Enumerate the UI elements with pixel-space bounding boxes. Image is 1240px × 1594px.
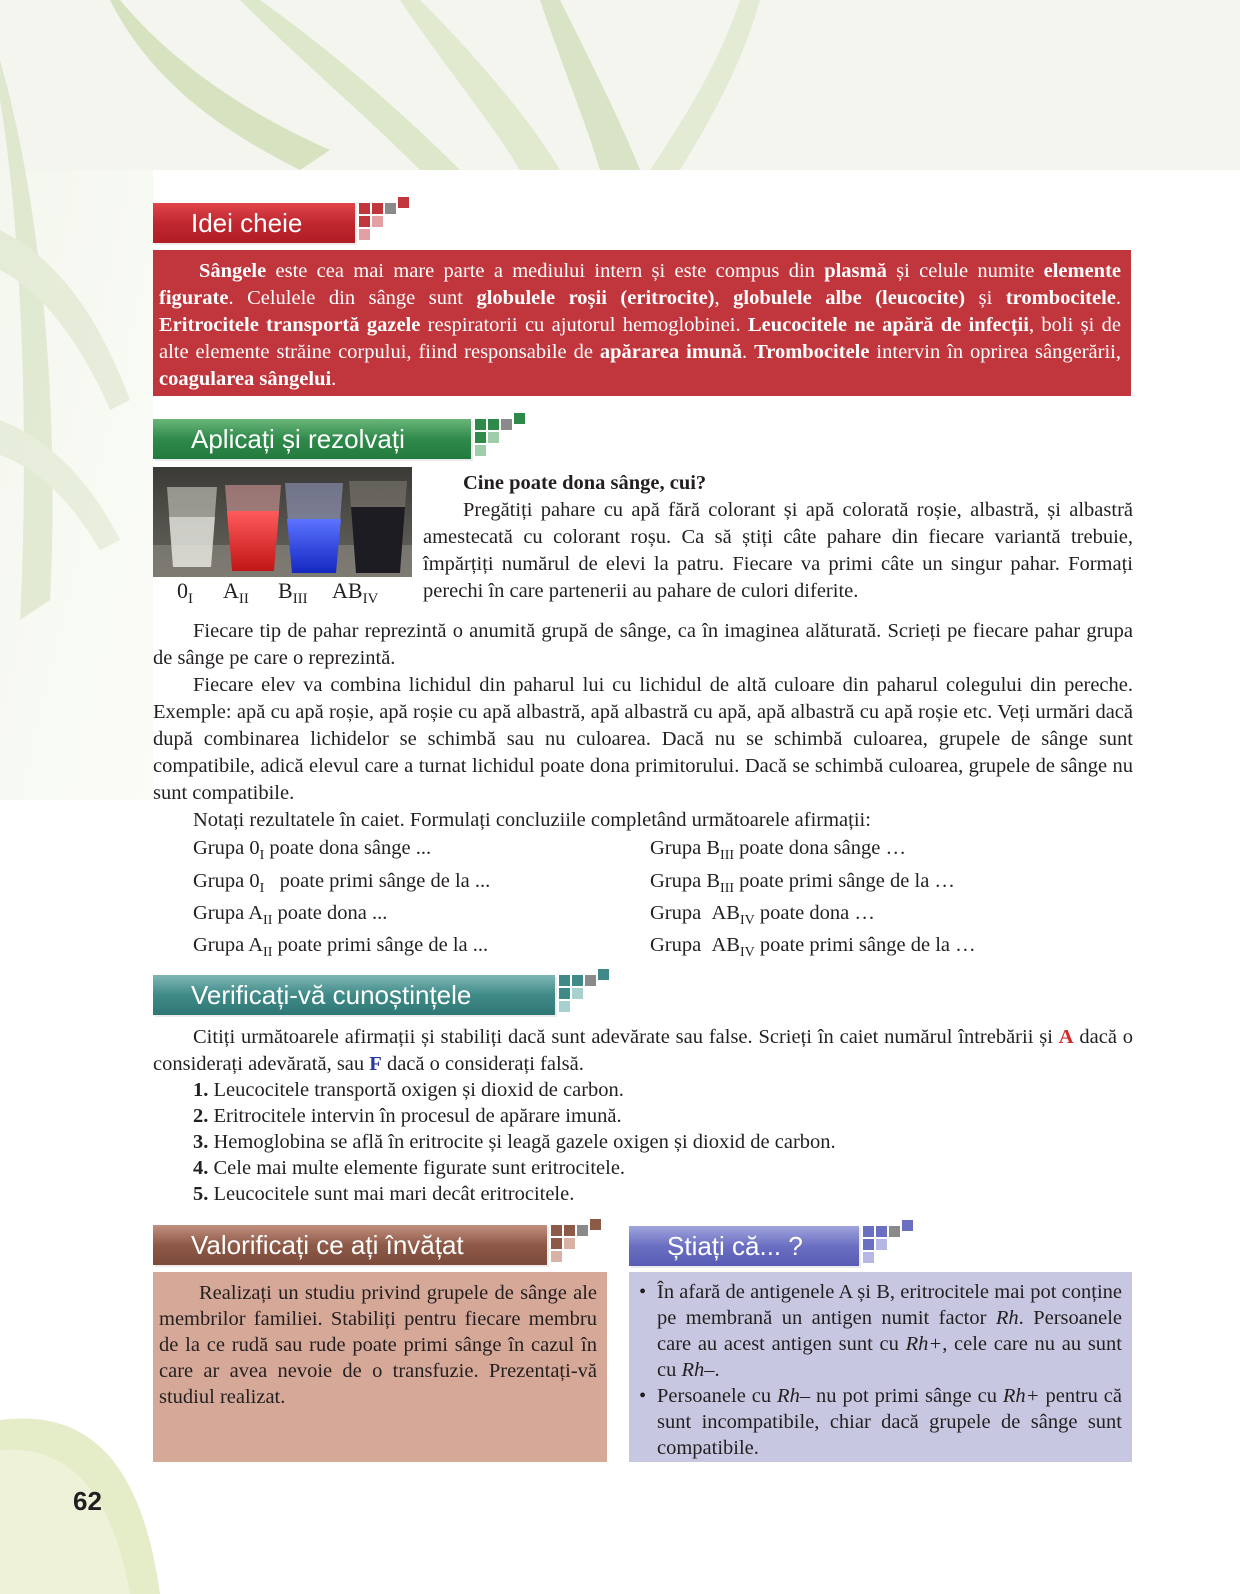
- grupa-sub: IV: [739, 945, 755, 960]
- grupa-word: Grupa: [650, 837, 702, 859]
- grupa-text: poate primi sânge de la ...: [277, 934, 489, 956]
- valorificati-header: [153, 1225, 613, 1265]
- idei-t9: globulele albe (leucocite): [733, 287, 966, 309]
- statement-number: 3.: [193, 1131, 209, 1153]
- verificati-header: [153, 975, 623, 1015]
- idei-t4: și celule numite: [886, 260, 1044, 282]
- grupa-right-2: [650, 868, 955, 902]
- idei-t1: Sângele: [199, 260, 267, 282]
- cup-label-sub: IV: [362, 591, 379, 607]
- grupa-sub: III: [720, 881, 735, 896]
- page-number: 62: [73, 1486, 102, 1516]
- idei-t22: .: [331, 368, 337, 390]
- statement-item: [193, 1129, 836, 1155]
- grupa-letter: 0: [249, 837, 260, 859]
- grupa-sub: II: [263, 945, 273, 960]
- grupa-letter: AB: [711, 902, 740, 924]
- valorificati-text: Realizați un studiu privind grupele de sânge ale membrilor familiei. Stabiliți pentru fiecare membru de la ce rudă sau rude poate primi sânge în cazul în care ar avea nevoie de o transfuzie. Prezentați-vă studiul realizat.: [159, 1282, 597, 1408]
- statement-number: 1.: [193, 1079, 209, 1101]
- grupa-right-4: [650, 932, 976, 966]
- false-letter: F: [369, 1053, 382, 1075]
- grupa-word: Grupa: [650, 902, 702, 924]
- idei-t6: . Celulele din sânge sunt: [228, 287, 477, 309]
- cup-label-main: A: [223, 578, 239, 603]
- instr-part: dacă o considerați falsă.: [381, 1053, 584, 1075]
- idei-t12: .: [1115, 287, 1121, 309]
- bullet-dot: •: [639, 1385, 647, 1407]
- rh-negative: Rh–: [681, 1359, 715, 1381]
- idei-box: [153, 250, 1131, 396]
- idei-t18: .: [742, 341, 755, 363]
- grupa-sub: I: [259, 848, 265, 863]
- cup-label-2: [278, 578, 308, 608]
- fact-item: [639, 1383, 1122, 1461]
- valorificati-box: [153, 1272, 607, 1462]
- cup-label-3: [332, 578, 378, 608]
- grupa-sub: I: [259, 881, 265, 896]
- aplicati-header: [153, 419, 533, 459]
- grupa-text: poate dona sânge …: [739, 837, 906, 859]
- stiati-title: Știați că... ?: [629, 1226, 859, 1266]
- grupa-sub: III: [720, 848, 735, 863]
- idei-t8: ,: [714, 287, 734, 309]
- fact-part: nu pot primi sânge cu: [810, 1385, 1003, 1407]
- grupa-word: Grupa: [193, 870, 245, 892]
- fact-item: [639, 1279, 1122, 1383]
- statement-text: Leucocitele transportă oxigen și dioxid de carbon.: [208, 1079, 624, 1101]
- squares-icon: [863, 1220, 923, 1270]
- statement-item: [193, 1155, 836, 1181]
- idei-t19: Trombocitele: [754, 341, 870, 363]
- squares-icon: [551, 1219, 611, 1269]
- statement-list: [193, 1077, 836, 1207]
- idei-t21: coagularea sângelui: [159, 368, 332, 390]
- idei-t15: Leucocitele ne apără de infecții: [747, 314, 1029, 336]
- squares-icon: [359, 197, 419, 247]
- cup-label-sub: III: [292, 591, 308, 607]
- question-heading: Cine poate dona sânge, cui?: [463, 472, 707, 494]
- fact-part: , cele care nu au sunt cu: [657, 1333, 1123, 1381]
- squares-icon: [559, 969, 619, 1019]
- paragraph-3: Notați rezultatele în caiet. Formulați concluziile completând următoarele afirmații:: [193, 809, 871, 831]
- idei-t20: intervin în oprirea sângerării,: [869, 341, 1121, 363]
- idei-header: [153, 203, 413, 243]
- grupa-letter: AB: [711, 934, 740, 956]
- verificati-title: Verificați-vă cunoștințele: [153, 975, 555, 1015]
- grupa-letter: A: [248, 934, 264, 956]
- cup-label-sub: II: [238, 591, 249, 607]
- statement-text: Cele mai multe elemente figurate sunt eritrocitele.: [208, 1157, 626, 1179]
- instr-part: dacă o considerați adevărată, sau: [153, 1026, 1134, 1075]
- grupa-sub: II: [263, 913, 273, 928]
- idei-t2: este cea mai mare parte a mediului intern și este compus din: [266, 260, 825, 282]
- valorificati-title: Valorificați ce ați învățat: [153, 1225, 547, 1265]
- rh-negative: Rh–: [777, 1385, 811, 1407]
- statement-number: 4.: [193, 1157, 209, 1179]
- grupa-word: Grupa: [650, 870, 702, 892]
- idei-t14: respiratorii cu ajutorul hemoglobinei.: [420, 314, 748, 336]
- cup-label-0: [177, 578, 193, 608]
- true-letter: A: [1058, 1026, 1074, 1048]
- idei-t5: elemente figurate: [159, 260, 1121, 309]
- fact-text: [657, 1383, 1122, 1461]
- statement-text: Hemoglobina se află în eritrocite și leagă gazele oxigen și dioxid de carbon.: [208, 1131, 836, 1153]
- paragraph-2: Fiecare elev va combina lichidul din paharul lui cu lichidul de altă culoare din paharul colegului din pereche. Exemple: apă cu apă roșie, apă roșie cu apă albastră, apă albastră cu apă, apă albastră cu apă roșie etc. Veți urmări dacă după combinarea lichidelor se schimbă sau nu culoarea. Dacă nu se schimbă culoarea, grupele de sânge sunt compatibile, adică elevul care a turnat lichidul poate dona primitorului. Dacă se schimbă culoarea, grupele de sânge nu sunt compatibile.: [153, 674, 1133, 804]
- statement-text: Eritrocitele intervin în procesul de apărare imună.: [208, 1105, 622, 1127]
- grupa-text: poate primi sânge de la ...: [279, 870, 491, 892]
- grupa-word: Grupa: [650, 934, 702, 956]
- cup-label-sub: I: [188, 591, 193, 607]
- fact-part: În afară de antigenele A și B, eritrocitele mai pot conține pe membrană un antigen numit factor: [657, 1281, 1122, 1329]
- grupa-word: Grupa: [193, 934, 245, 956]
- aplicati-title: Aplicați și rezolvați: [153, 419, 471, 459]
- statement-text: Leucocitele sunt mai mari decât eritrocitele.: [208, 1183, 575, 1205]
- grupa-left-2: [193, 868, 490, 902]
- idei-t16: , boli și de alte elemente străine corpului, fiind responsabile de: [159, 314, 1121, 363]
- stiati-header: [629, 1226, 929, 1266]
- cups-photo: [153, 467, 412, 577]
- bullet-dot: •: [639, 1281, 647, 1303]
- grupa-word: Grupa: [193, 902, 245, 924]
- idei-t10: și: [965, 287, 1006, 309]
- idei-text: [159, 258, 1121, 393]
- grupa-letter: 0: [249, 870, 260, 892]
- idei-title: Idei cheie: [153, 203, 355, 243]
- intro-text: Pregătiți pahare cu apă fără colorant și apă colorată roșie, albastră, și albastră amestecată cu colorant roșu. Ca să știți câte pahare din fiecare variantă trebuie, împărțiți numărul de elevi la patru. Fiecare va primi câte un singur pahar. Formați perechi în care partenerii au pahare de culori diferite.: [423, 499, 1133, 602]
- grupa-text: poate dona …: [759, 902, 875, 924]
- stiati-box: [629, 1272, 1132, 1462]
- statement-item: [193, 1181, 836, 1207]
- grupa-left-4: [193, 932, 488, 966]
- squares-icon: [475, 413, 535, 463]
- grupa-letter: B: [706, 870, 721, 892]
- rh-positive: Rh+: [1002, 1385, 1040, 1407]
- fact-part: . Persoanele care au acest antigen sunt cu: [657, 1307, 1122, 1355]
- paragraph-1: Fiecare tip de pahar reprezintă o anumită grupă de sânge, ca în imaginea alăturată. Scrieți pe fiecare pahar grupa de sânge pe care o reprezintă.: [153, 620, 1133, 669]
- statement-number: 5.: [193, 1183, 209, 1205]
- fact-text: [657, 1279, 1122, 1383]
- grupa-letter: A: [248, 902, 264, 924]
- verificati-instructions: [153, 1024, 1133, 1078]
- cup-label-main: AB: [332, 578, 363, 603]
- fact-part: pentru că sunt incompatibile, chiar dacă grupele de sânge sunt compatibile.: [657, 1385, 1122, 1459]
- grupa-word: Grupa: [193, 837, 245, 859]
- grupa-left-3: [193, 900, 387, 934]
- grupa-left-1: [193, 835, 431, 869]
- cup-label-main: 0: [177, 578, 188, 603]
- grupa-right-3: [650, 900, 875, 934]
- idei-t13: Eritrocitele transportă gazele: [159, 314, 421, 336]
- grupa-right-1: [650, 835, 906, 869]
- grupa-text: poate primi sânge de la …: [759, 934, 976, 956]
- idei-t11: trombocitele: [1005, 287, 1116, 309]
- grupa-text: poate dona sânge ...: [269, 837, 432, 859]
- rh-positive: Rh+: [905, 1333, 943, 1355]
- statement-item: [193, 1077, 836, 1103]
- cup-label-main: B: [278, 578, 293, 603]
- grupa-text: poate primi sânge de la …: [739, 870, 955, 892]
- fact-part: .: [714, 1359, 720, 1381]
- idei-t3: plasmă: [824, 260, 887, 282]
- rh-term: Rh: [995, 1307, 1019, 1329]
- statement-item: [193, 1103, 836, 1129]
- cup-label-1: [223, 578, 249, 608]
- fact-part: Persoanele cu: [657, 1385, 778, 1407]
- grupa-sub: IV: [739, 913, 755, 928]
- idei-t7: globulele roșii (eritrocite): [476, 287, 715, 309]
- statement-number: 2.: [193, 1105, 209, 1127]
- instr-part: Citiți următoarele afirmații și stabiliți dacă sunt adevărate sau false. Scrieți în caiet numărul întrebării și: [193, 1026, 1059, 1048]
- idei-t17: apărarea imună: [599, 341, 742, 363]
- grupa-letter: B: [706, 837, 721, 859]
- grupa-text: poate dona ...: [277, 902, 388, 924]
